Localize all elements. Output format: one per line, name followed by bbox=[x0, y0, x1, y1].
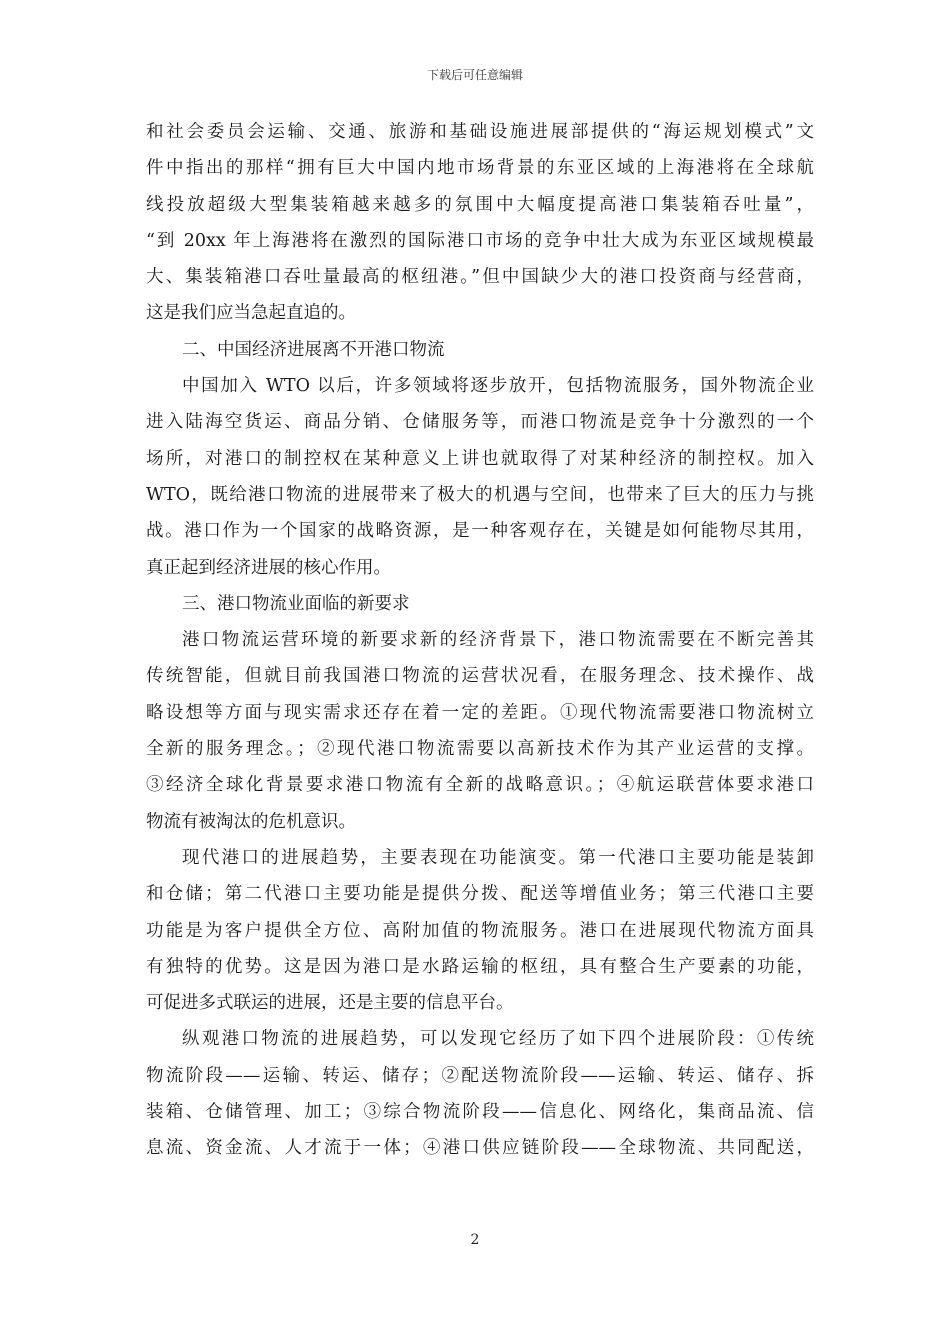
text-line: 线投放超级大型集装箱越来越多的氛围中大幅度提高港口集装箱吞吐量”， bbox=[146, 194, 814, 215]
text-line: 传统智能，但就目前我国港口物流的运营状况看，在服务理念、技术操作、战 bbox=[146, 666, 814, 687]
text-line: 有独特的优势。这是因为港口是水路运输的枢纽，具有整合生产要素的功能， bbox=[146, 956, 814, 977]
page-header: 下载后可任意编辑 bbox=[426, 68, 523, 82]
text-line: 三、港口物流业面临的新要求 bbox=[182, 593, 410, 614]
text-line: ③经济全球化背景要求港口物流有全新的战略意识。；④航运联营体要求港口 bbox=[146, 775, 814, 796]
document-body bbox=[146, 114, 814, 1167]
text-line: 和仓储；第二代港口主要功能是提供分拨、配送等增值业务；第三代港口主要 bbox=[146, 884, 814, 905]
text-line: 装箱、仓储管理、加工；③综合物流阶段——信息化、网络化，集商品流、信 bbox=[146, 1102, 814, 1123]
text-line: 可促进多式联运的进展，还是主要的信息平台。 bbox=[146, 993, 514, 1014]
text-line: “到 20xx 年上海港将在激烈的国际港口市场的竞争中壮大成为东亚区域规模最 bbox=[146, 230, 814, 251]
text-line: 物流阶段——运输、转运、储存；②配送物流阶段——运输、转运、储存、拆 bbox=[146, 1065, 814, 1086]
text-line: 纵观港口物流的进展趋势，可以发现它经历了如下四个进展阶段：①传统 bbox=[182, 1029, 814, 1050]
text-line: 场所，对港口的制控权在某种意义上讲也就取得了对某种经济的制控权。加入 bbox=[146, 448, 814, 469]
text-line: 港口物流运营环境的新要求新的经济背景下，港口物流需要在不断完善其 bbox=[182, 630, 814, 651]
text-line: 真正起到经济进展的核心作用。 bbox=[146, 557, 391, 578]
text-line: 息流、资金流、人才流于一体；④港口供应链阶段——全球物流、共同配送， bbox=[146, 1138, 814, 1159]
text-line: WTO，既给港口物流的进展带来了极大的机遇与空间，也带来了巨大的压力与挑 bbox=[146, 484, 814, 505]
text-line: 这是我们应当急起直追的。 bbox=[146, 303, 356, 324]
text-line: 二、中国经济进展离不开港口物流 bbox=[182, 339, 445, 360]
text-line: 全新的服务理念。；②现代港口物流需要以高新技术作为其产业运营的支撑。 bbox=[146, 739, 814, 760]
text-line: 大、集装箱港口吞吐量最高的枢纽港。”但中国缺少大的港口投资商与经营商， bbox=[146, 267, 814, 288]
text-line: 和社会委员会运输、交通、旅游和基础设施进展部提供的“海运规划模式”文 bbox=[146, 122, 814, 142]
text-line: 战。港口作为一个国家的战略资源，是一种客观存在，关键是如何能物尽其用， bbox=[146, 521, 814, 542]
page-number: 2 bbox=[470, 1232, 480, 1248]
text-line: 现代港口的进展趋势，主要表现在功能演变。第一代港口主要功能是装卸 bbox=[182, 847, 814, 868]
text-line: 物流有被淘汰的危机意识。 bbox=[146, 811, 356, 832]
text-line: 件中指出的那样“拥有巨大中国内地市场背景的东亚区域的上海港将在全球航 bbox=[146, 158, 814, 179]
text-line: 略设想等方面与现实需求还存在着一定的差距。①现代物流需要港口物流树立 bbox=[146, 702, 814, 723]
text-line: 进入陆海空货运、商品分销、仓储服务等，而港口物流是竞争十分激烈的一个 bbox=[146, 412, 814, 433]
text-line: 中国加入 WTO 以后，许多领域将逐步放开，包括物流服务，国外物流企业 bbox=[182, 376, 814, 397]
text-line: 功能是为客户提供全方位、高附加值的物流服务。港口在进展现代物流方面具 bbox=[146, 920, 814, 941]
